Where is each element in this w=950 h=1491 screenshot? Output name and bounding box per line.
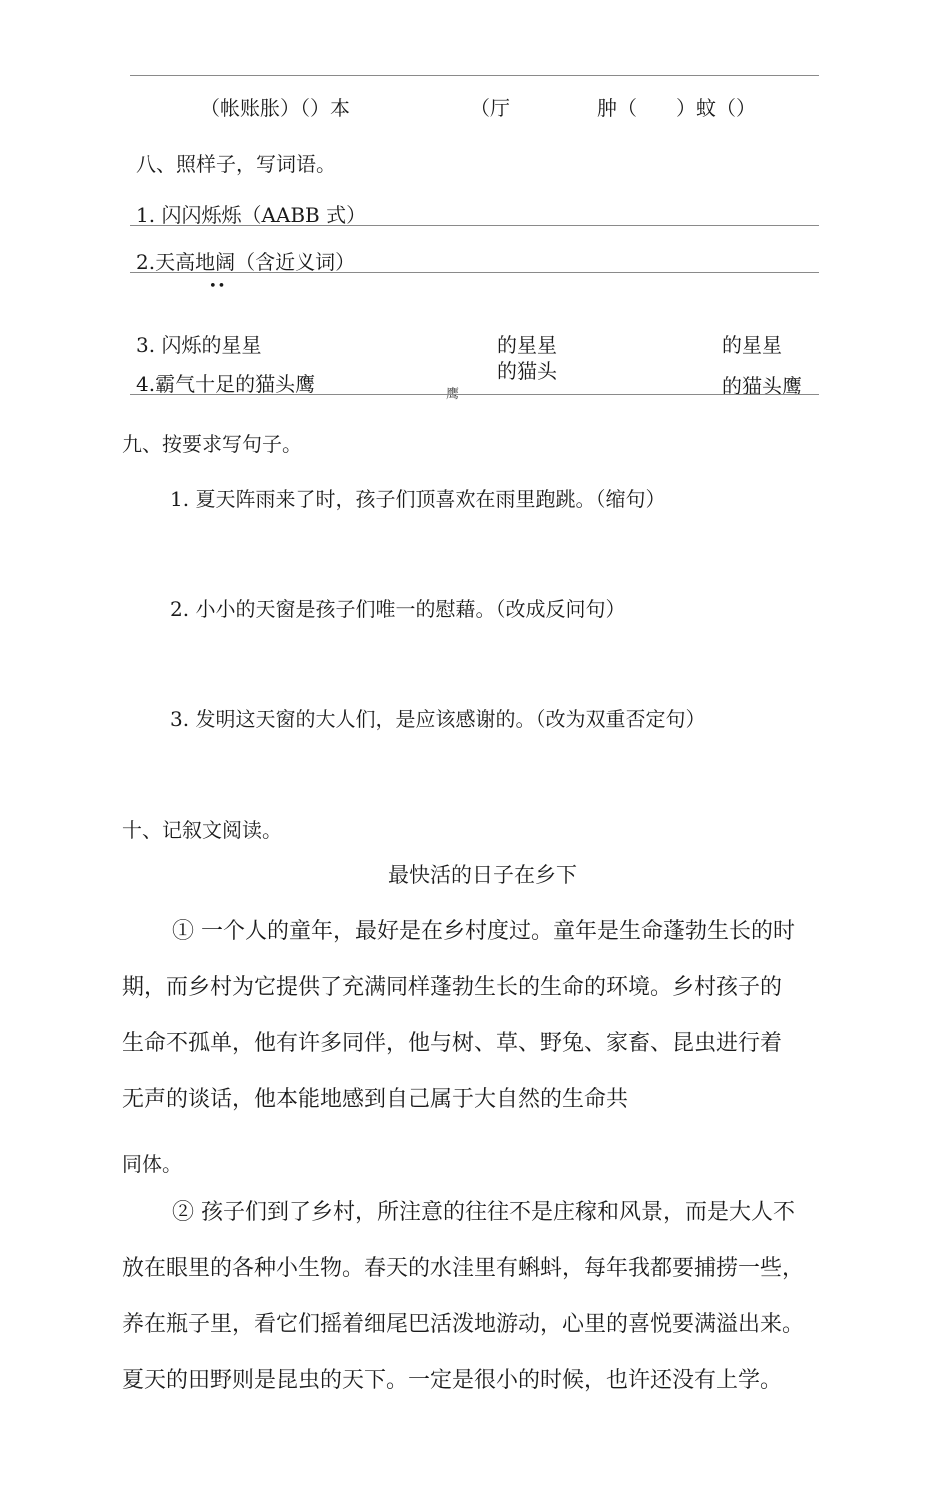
top-rule <box>130 75 819 76</box>
section-9-question-1: 1. 夏天阵雨来了时，孩子们顶喜欢在雨里跑跳。（缩句） <box>170 487 666 511</box>
char-choice-group-1: （帐账胀）（）本 <box>200 96 350 120</box>
paragraph-2-line-4: 夏天的田野则是昆虫的天下。一定是很小的时候，也许还没有上学。 <box>122 1368 783 1393</box>
passage-title: 最快活的日子在乡下 <box>388 863 577 887</box>
paragraph-1-line-1: ① 一个人的童年，最好是在乡村度过。童年是生命蓬勃生长的时 <box>172 919 795 944</box>
paragraph-1-line-4: 无声的谈话，他本能地感到自己属于大自然的生命共 <box>122 1087 629 1112</box>
item-1-answer-line <box>130 225 819 226</box>
paragraph-1-tail: 同体。 <box>122 1152 182 1176</box>
section-8-item-2: 2.天高地阔（含近义词） <box>136 250 356 274</box>
section-8-item-4-fragment: 鹰 <box>446 387 460 402</box>
section-9-heading: 九、按要求写句子。 <box>122 432 302 456</box>
item-4-answer-line <box>130 394 819 395</box>
paragraph-2-line-2: 放在眼里的各种小生物。春天的水洼里有蝌蚪，每年我都要捕捞一些， <box>122 1256 805 1281</box>
char-choice-group-3: 肿（ <box>597 96 637 120</box>
section-8-heading: 八、照样子，写词语。 <box>136 152 336 176</box>
emphasis-dots: •• <box>209 279 227 294</box>
section-10-heading: 十、记叙文阅读。 <box>122 818 282 842</box>
section-8-item-1: 1. 闪闪烁烁（AABB 式） <box>136 203 367 227</box>
paragraph-2-line-1: ② 孩子们到了乡村，所注意的往往不是庄稼和风景，而是大人不 <box>172 1200 795 1225</box>
section-9-question-3: 3. 发明这天窗的大人们，是应该感谢的。（改为双重否定句） <box>170 707 706 731</box>
section-8-item-4-mid: 的猫头 <box>497 359 557 383</box>
paragraph-1-line-3: 生命不孤单，他有许多同伴，他与树、草、野兔、家畜、昆虫进行着 <box>122 1031 783 1056</box>
char-choice-group-4: ）蚊（） <box>676 96 756 120</box>
section-9-question-2: 2. 小小的天窗是孩子们唯一的慰藉。（改成反问句） <box>170 597 626 621</box>
section-8-item-4-right: 的猫头鹰 <box>722 374 802 398</box>
item-2-answer-line <box>130 272 819 273</box>
char-choice-group-2: （厅 <box>470 96 510 120</box>
section-8-item-3-right: 的星星 <box>722 333 782 357</box>
paragraph-2-line-3: 养在瓶子里，看它们摇着细尾巴活泼地游动，心里的喜悦要满溢出来。 <box>122 1312 805 1337</box>
section-8-item-3-left: 3. 闪烁的星星 <box>136 333 262 357</box>
section-8-item-3-mid: 的星星 <box>497 333 557 357</box>
section-8-item-4-left: 4.霸气十足的猫头鹰 <box>136 372 316 396</box>
paragraph-1-line-2: 期，而乡村为它提供了充满同样蓬勃生长的生命的环境。乡村孩子的 <box>122 975 783 1000</box>
